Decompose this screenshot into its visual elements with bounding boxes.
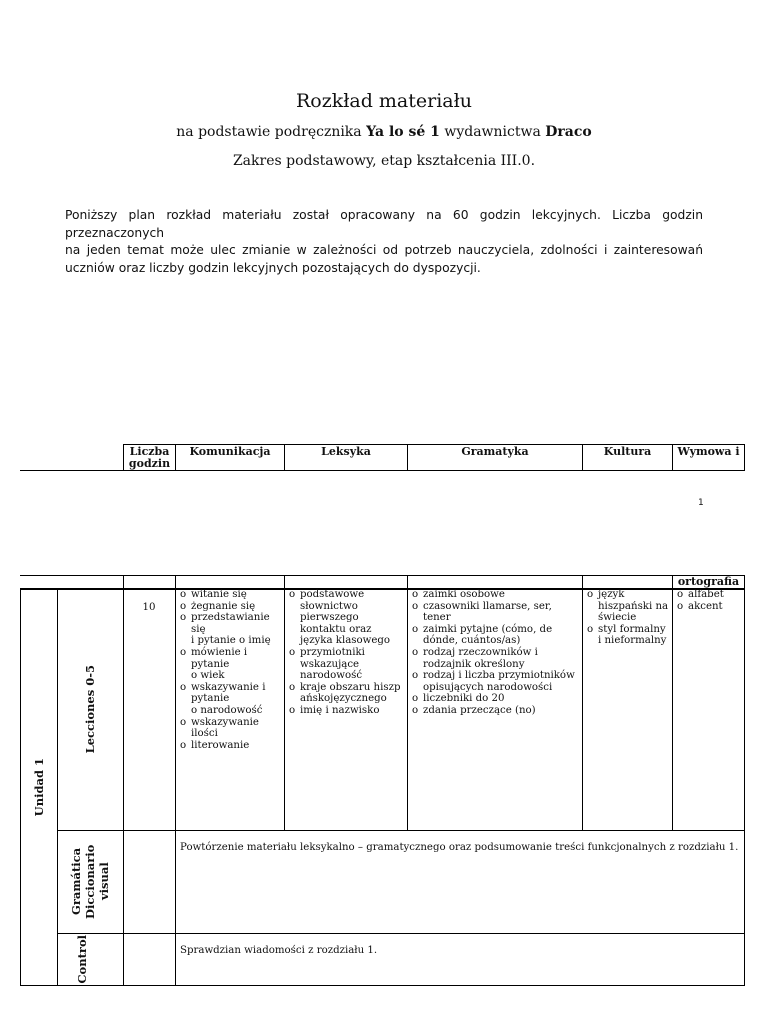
- unit-label-cell: [20, 589, 57, 985]
- col-header-hours: Liczba godzin: [123, 444, 176, 471]
- list-item: o literowanie: [178, 740, 282, 752]
- test-label-cell: [57, 933, 123, 985]
- grid-line: [672, 589, 673, 830]
- list-item: o zdania przeczące (no): [410, 705, 580, 717]
- list-item: o alfabet: [675, 589, 743, 601]
- pronunciation-cell: [675, 589, 743, 612]
- row-line-test: [57, 933, 745, 934]
- list-item: o przymiotniki wskazujące narodowość: [287, 647, 405, 682]
- test-text: Sprawdzian wiadomości z rozdziału 1.: [180, 945, 378, 956]
- list-item: o wskazywanie i pytanie o narodowość: [178, 682, 282, 717]
- col-header-vocabulary: Leksyka: [284, 444, 408, 471]
- list-item: o mówienie i pytanie o wiek: [178, 647, 282, 682]
- grammar-list: [410, 589, 580, 717]
- grid-line: [744, 589, 745, 985]
- vocabulary-cell: [287, 589, 405, 717]
- list-item: o rodzaj rzeczowników i rodzajnik określony: [410, 647, 580, 670]
- col-header-pronunciation: Wymowa i: [672, 444, 745, 471]
- list-item: o zaimki osobowe: [410, 589, 580, 601]
- grid-line: [175, 575, 176, 588]
- document-title: Rozkład materiału: [295, 90, 473, 112]
- grid-line: [284, 589, 285, 830]
- culture-cell: [585, 589, 671, 647]
- grid-line: [407, 575, 408, 588]
- col-header-culture: Kultura: [582, 444, 673, 471]
- list-item: o witanie się: [178, 589, 282, 601]
- publisher-name: Draco: [545, 124, 592, 140]
- col-header-communication: Komunikacja: [175, 444, 285, 471]
- list-item: o żegnanie się: [178, 601, 282, 613]
- pronunciation-list: [675, 589, 743, 612]
- vocabulary-list: [287, 589, 405, 717]
- communication-cell: [178, 589, 282, 751]
- review-text: Powtórzenie materiału leksykalno – gramatycznego oraz podsumowanie treści funkcjonalnych z rozdziału 1.: [180, 842, 739, 853]
- book-title: Ya lo sé 1: [366, 124, 440, 140]
- grid-line: [582, 575, 583, 588]
- list-item: o podstawowe słownictwo pierwszego kontaktu oraz języka klasowego: [287, 589, 405, 647]
- list-item: o kraje obszaru hiszpańskojęzycznego: [287, 682, 405, 705]
- lessons-label-cell: [57, 589, 123, 830]
- grid-line: [407, 589, 408, 830]
- header-baseline: [20, 470, 123, 471]
- list-item: o wskazywanie ilości: [178, 717, 282, 740]
- list-item: o liczebniki do 20: [410, 693, 580, 705]
- review-label: Gramática Diccionario visual: [69, 844, 111, 919]
- col-header-grammar: Gramatyka: [407, 444, 583, 471]
- list-item: o zaimki pytajne (cómo, de dónde, cuántos/as): [410, 624, 580, 647]
- list-item: o rodzaj i liczba przymiotników opisujących narodowości: [410, 670, 580, 693]
- col-header-spelling: ortografia: [677, 575, 740, 588]
- review-label-cell: [57, 830, 123, 933]
- document-subtitle: na podstawie podręcznika Ya lo sé 1 wydawnictwa Draco: [176, 124, 592, 140]
- list-item: o imię i nazwisko: [287, 705, 405, 717]
- continuation-top-line: [20, 575, 745, 576]
- grid-line: [123, 575, 124, 588]
- grid-line: [123, 589, 124, 985]
- grid-line: [582, 589, 583, 830]
- list-item: o czasowniki llamarse, ser, tener: [410, 601, 580, 624]
- list-item: o styl formalny i nieformalny: [585, 624, 671, 647]
- list-item: o przedstawianie się i pytanie o imię: [178, 612, 282, 647]
- list-item: o akcent: [675, 601, 743, 613]
- list-item: o język hiszpański na świecie: [585, 589, 671, 624]
- culture-list: [585, 589, 671, 647]
- test-label: Control: [75, 934, 89, 984]
- intro-paragraph: Poniższy plan rozkład materiału został opracowany na 60 godzin lekcyjnych. Liczba godzin przeznaczonych na jeden temat może ulec zmianie w zależności od potrzeb nauczyciela, zdolności i zainteresowań uczniów oraz liczby godzin lekcyjnych pozostających do dyspozycji.: [65, 208, 703, 275]
- scope-line: Zakres podstawowy, etap kształcenia III.0.: [232, 153, 536, 169]
- row-line-bottom: [20, 985, 745, 986]
- page-number: 1: [698, 498, 704, 508]
- unit-label: Unidad 1: [31, 757, 46, 817]
- lessons-label: Lecciones 0-5: [83, 665, 97, 754]
- grid-line: [175, 589, 176, 985]
- grammar-cell: [410, 589, 580, 717]
- hours-value: 10: [142, 602, 156, 613]
- row-line-review: [57, 830, 745, 831]
- grid-line: [284, 575, 285, 588]
- communication-list: [178, 589, 282, 751]
